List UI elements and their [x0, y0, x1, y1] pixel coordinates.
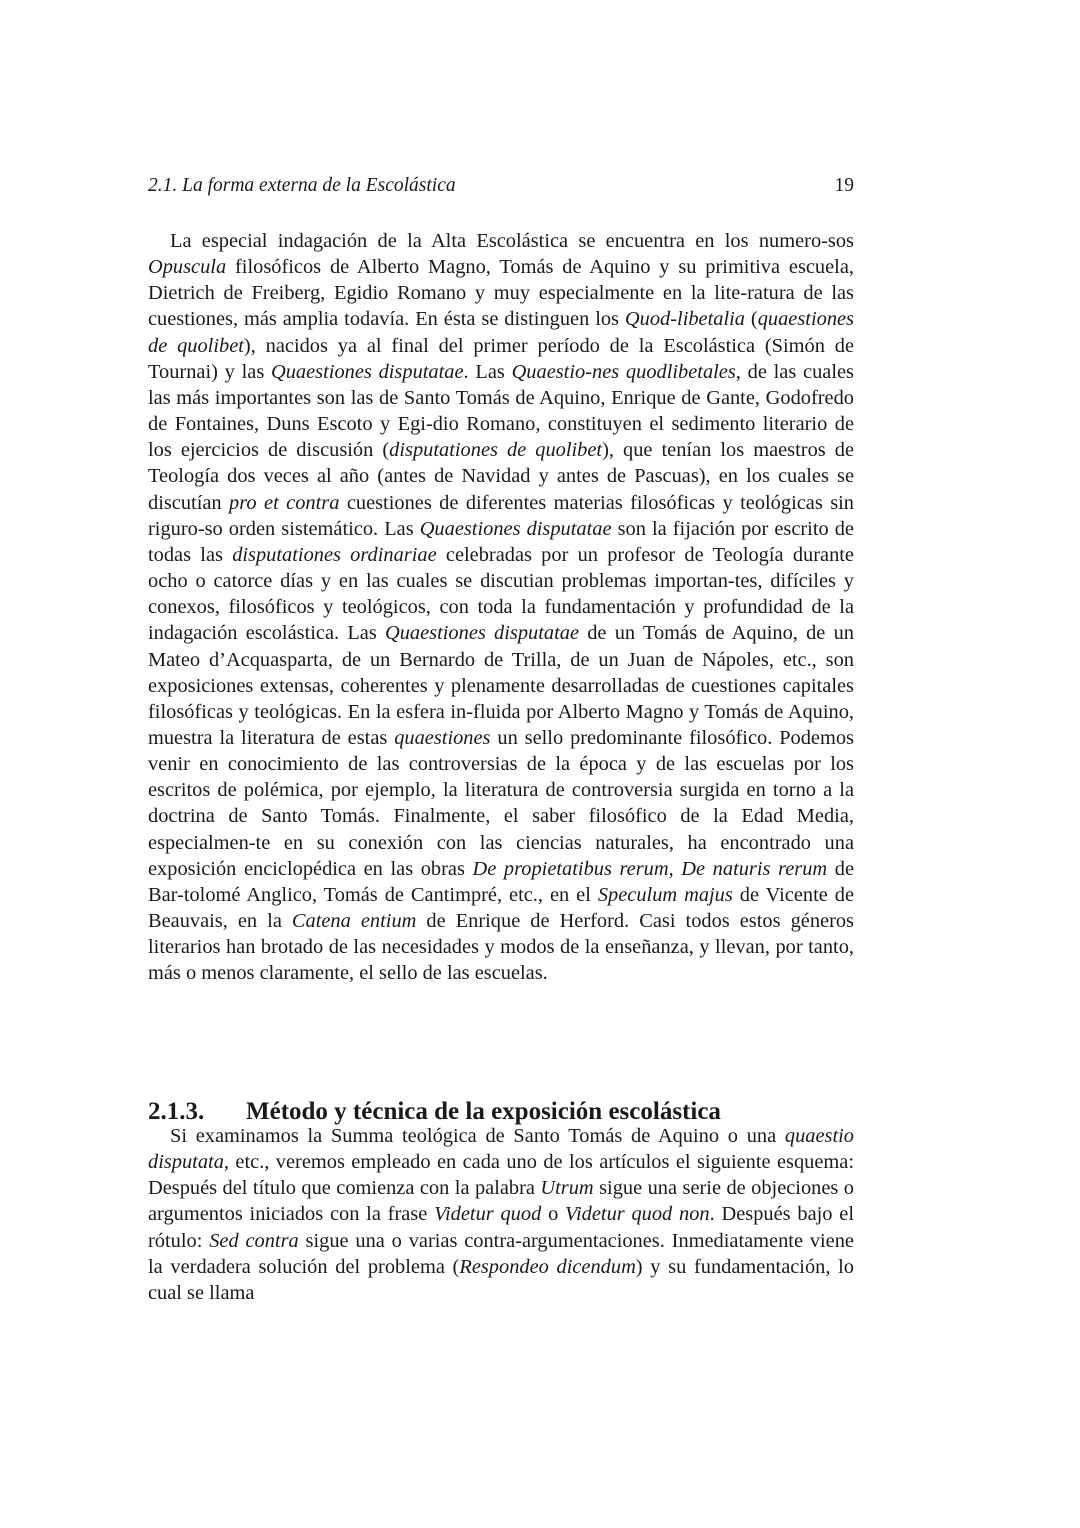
- italic-term: disputationes de quolibet: [389, 439, 603, 462]
- text-run: son la fijación por escrito de todas las: [148, 517, 854, 566]
- text-run: , de las cuales las más importantes son las de Santo Tomás de Aquino, Enrique de Gante, Godofredo de Fontaines, Duns Escoto y Egi-dio Romano, constituyen el sedimento literario de los ejercicios de discusión (: [148, 360, 854, 462]
- text-run: de Enrique de Herford. Casi todos estos géneros literarios han brotado de las necesidades y modos de la enseñanza, y llevan, por tanto, más o menos claramente, el sello de las escuelas.: [148, 910, 854, 985]
- section-body: [148, 1123, 854, 1306]
- text-run: celebradas por un profesor de Teología durante ocho o catorce días y en las cuales se discutian problemas importan-tes, difíciles y conexos, filosóficos y teológicos, con toda la fundamentación y profundidad de la indagación escolástica. Las: [148, 543, 854, 645]
- paragraph-scholastic-method: [148, 1123, 854, 1306]
- italic-term: Videtur quod: [434, 1203, 542, 1226]
- italic-term: quaestiones: [394, 726, 491, 749]
- italic-term: De propietatibus rerum: [472, 857, 669, 880]
- text-run: sigue una o varias contra-argumentaciones. Inmediatamente viene la verdadera solución del problema (: [148, 1229, 854, 1278]
- italic-term: Speculum majus: [597, 883, 733, 906]
- text-run: de Bar-tolomé Anglico, Tomás de Cantimpré, etc., en el: [148, 857, 855, 906]
- italic-term: Catena entium: [291, 910, 417, 933]
- italic-term: Quod-libetalia: [624, 308, 745, 331]
- italic-term: Quaestiones disputatae: [385, 622, 579, 645]
- text-run: filosóficos de Alberto Magno, Tomás de Aquino y su primitiva escuela, Dietrich de Freiberg, Egidio Romano y muy especialmente en la lite-ratura de las cuestiones, más amplia todavía. En ésta se distinguen los: [148, 256, 854, 331]
- text-run: . Después bajo el rótulo:: [148, 1203, 854, 1252]
- italic-term: De naturis rerum: [681, 857, 828, 880]
- text-run: cuestiones de diferentes materias filosóficas y teológicas sin riguro-so orden sistemático. Las: [148, 491, 854, 540]
- text-run: de Vicente de Beauvais, en la: [148, 883, 854, 933]
- italic-term: Respondeo dicendum: [459, 1255, 636, 1278]
- italic-term: Videtur quod non: [565, 1203, 710, 1226]
- italic-term: disputationes ordinariae: [232, 543, 437, 566]
- italic-term: pro et contra: [229, 491, 340, 514]
- body-text: [148, 228, 854, 987]
- text-run: . Las: [463, 360, 512, 383]
- text-run: de un Tomás de Aquino, de un Mateo d’Acquasparta, de un Bernardo de Trilla, de un Juan de Nápoles, etc., son exposiciones extensas, coherentes y plenamente desarrolladas de cuestiones capitales filosóficas y teológicas. En la esfera in-fluida por Alberto Magno y Tomás de Aquino, muestra la literatura de estas: [148, 622, 854, 749]
- text-run: ), que tenían los maestros de Teología dos veces al año (antes de Navidad y antes de Pascuas), en los cuales se discutían: [148, 439, 854, 514]
- text-run: un sello predominante filosófico. Podemos venir en conocimiento de las controversias de la época y de las escuelas por los escritos de polémica, por ejemplo, la literatura de controversia surgida en torno a la doctrina de Santo Tomás. Finalmente, el saber filosófico de la Edad Media, especialmen-te en su conexión con las ciencias naturales, ha encontrado una exposición enciclopédica en las obras: [148, 726, 854, 880]
- book-page: [148, 0, 854, 1528]
- italic-term: Utrum: [540, 1177, 594, 1200]
- italic-term: Opuscula: [148, 256, 227, 279]
- italic-term: Quaestiones disputatae: [419, 517, 612, 540]
- text-run: La especial indagación de la Alta Escolástica se encuentra en los numero-sos: [170, 230, 854, 252]
- text-run: (: [745, 308, 758, 331]
- page-number: 19: [834, 175, 854, 196]
- italic-term: Sed contra: [209, 1229, 299, 1252]
- text-run: ) y su fundamentación, lo cual se llama: [148, 1255, 854, 1304]
- text-run: Si examinamos la Summa teológica de Santo Tomás de Aquino o una: [170, 1125, 785, 1147]
- section-title: Método y técnica de la exposición escolástica: [246, 1097, 721, 1125]
- text-run: ), nacidos ya al final del primer período de la Escolástica (Simón de Tournai) y las: [148, 334, 855, 383]
- italic-term: quaestiones de quolibet: [148, 308, 854, 357]
- text-run: o: [541, 1203, 566, 1226]
- paragraph-literature-of-questions: [148, 228, 854, 987]
- text-run: ,: [668, 857, 682, 880]
- running-head-title: 2.1. La forma externa de la Escolástica: [148, 175, 456, 196]
- text-run: sigue una serie de objeciones o argumentos iniciados con la frase: [148, 1177, 854, 1226]
- italic-term: Quaestio-nes quodlibetales: [511, 360, 736, 383]
- section-number: 2.1.3.: [148, 1097, 205, 1125]
- italic-term: Quaestiones disputatae: [271, 360, 464, 383]
- text-run: , etc., veremos empleado en cada uno de los artículos el siguiente esquema: Después del título que comienza con la palabra: [148, 1151, 854, 1200]
- running-head: [148, 175, 854, 201]
- italic-term: quaestio disputata: [148, 1125, 854, 1174]
